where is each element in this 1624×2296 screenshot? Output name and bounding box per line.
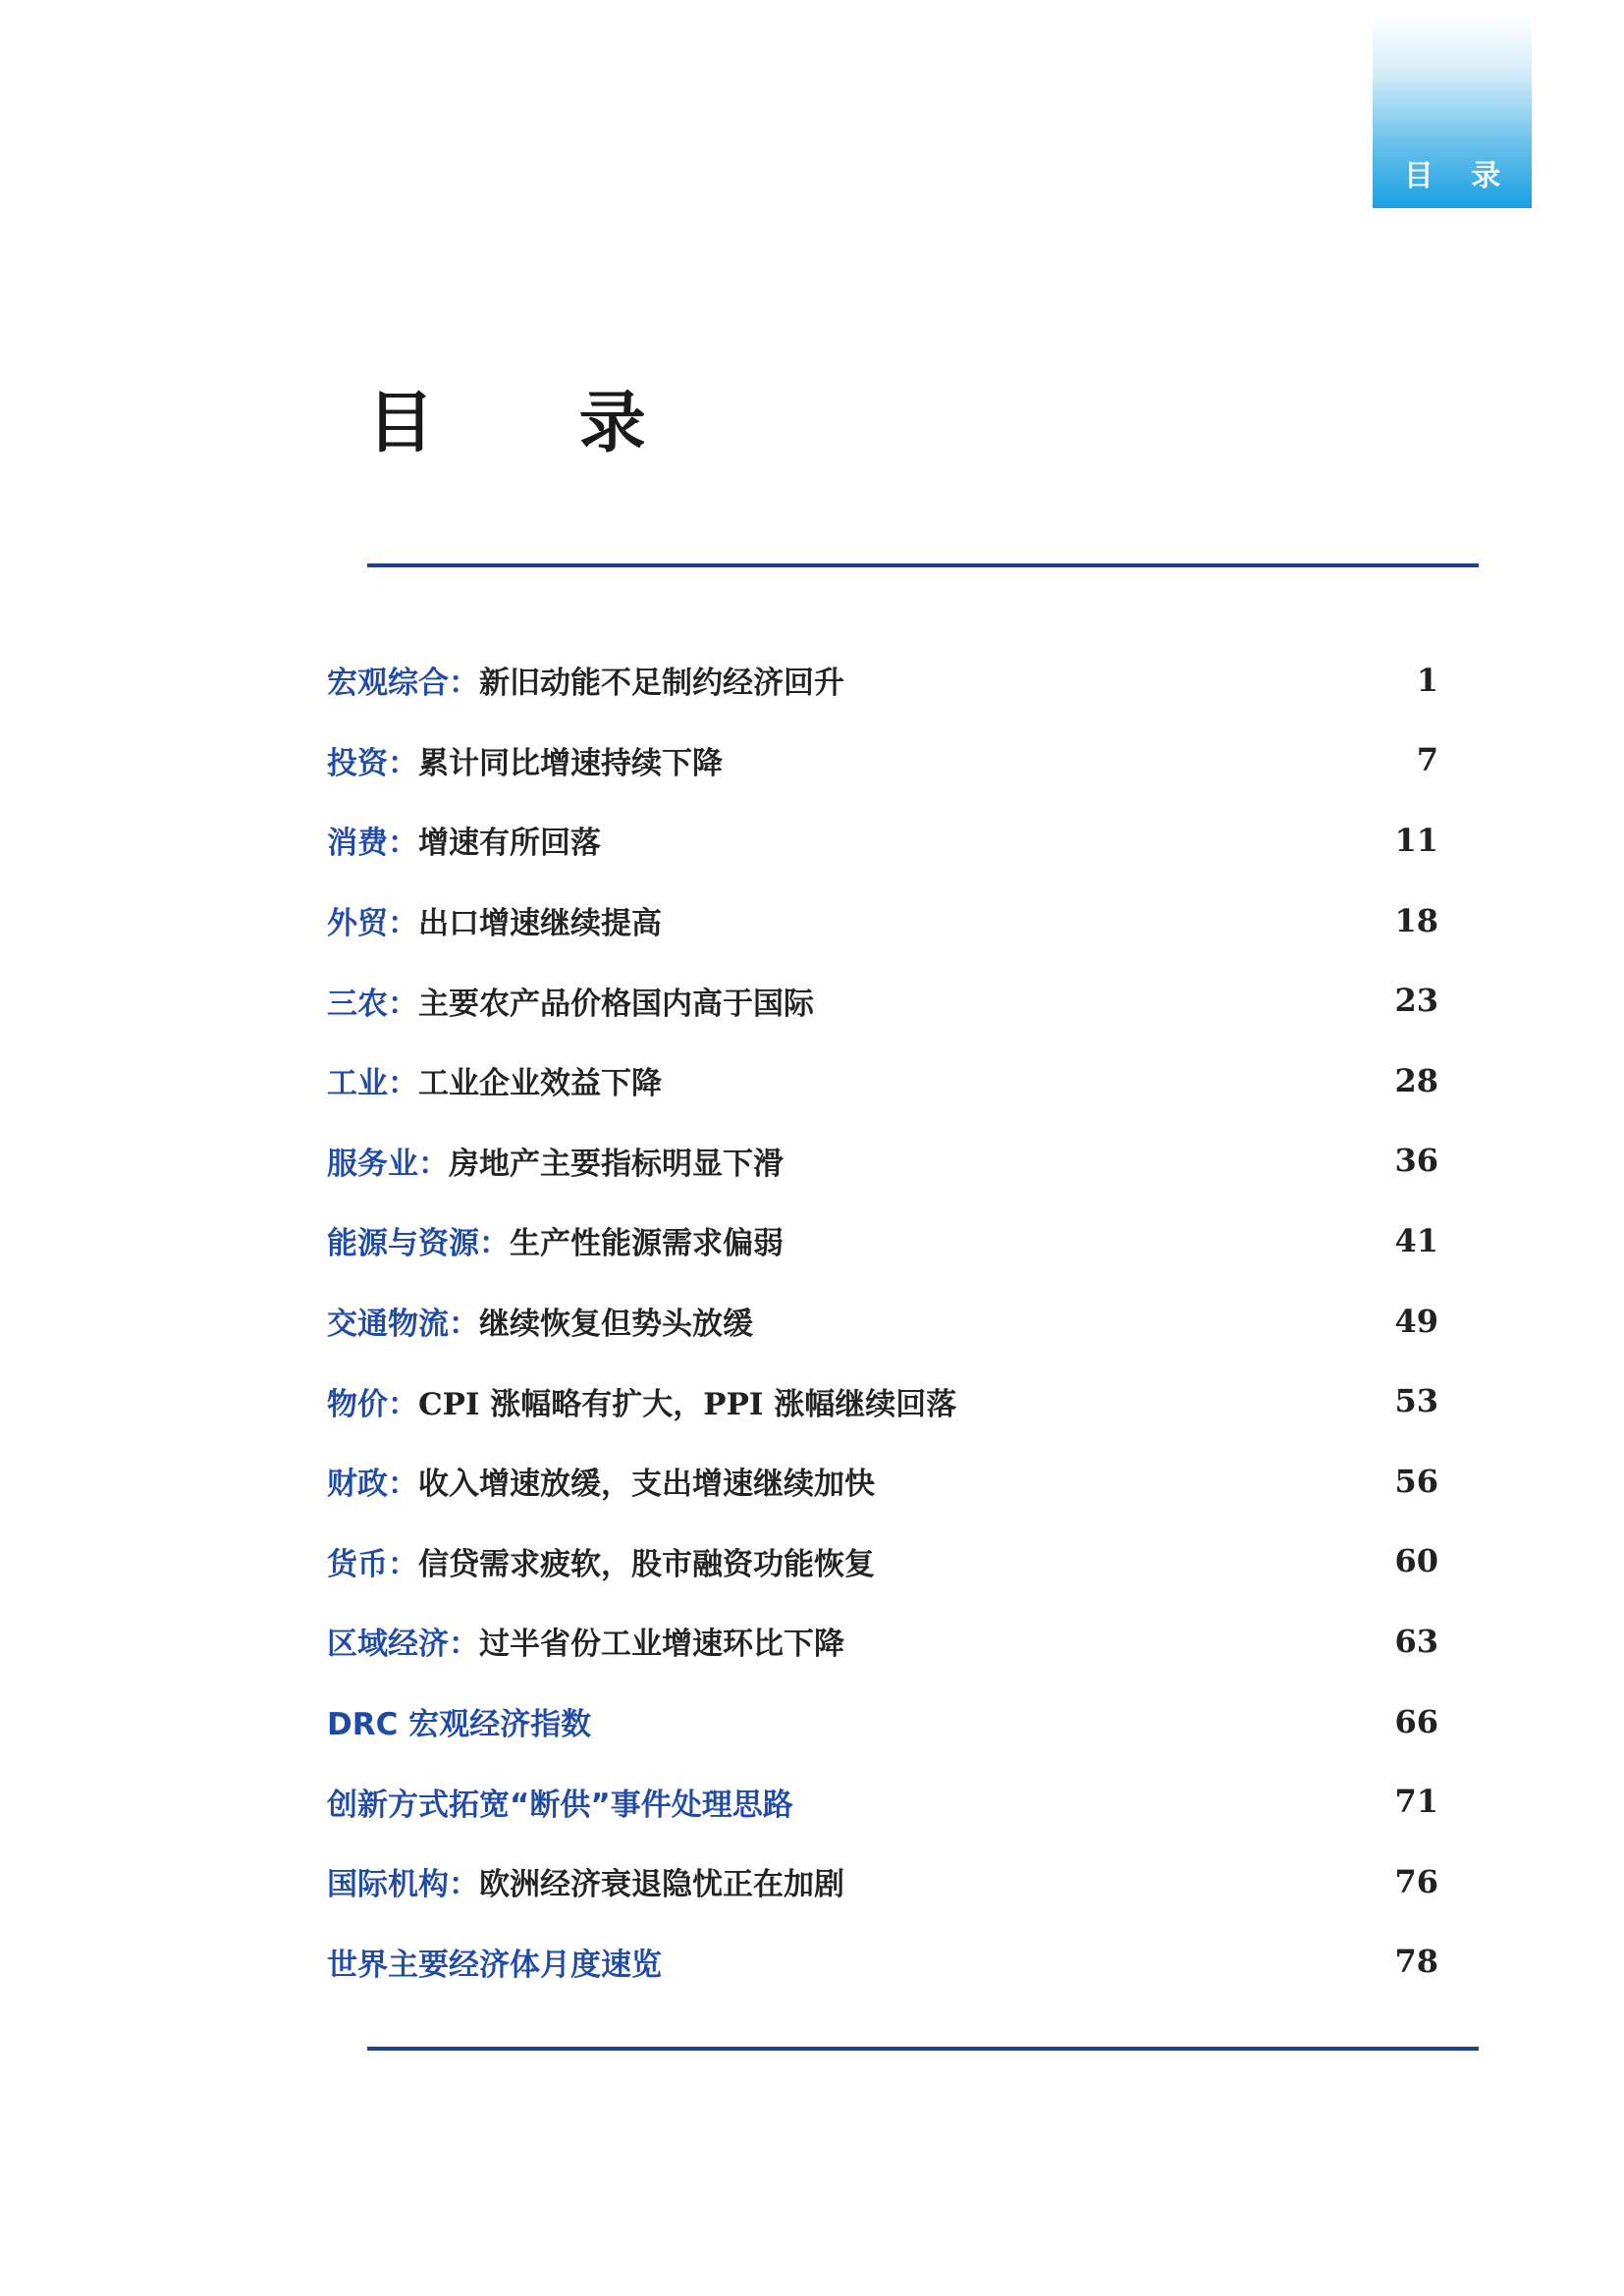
toc-entry-page: 18	[1394, 901, 1438, 939]
toc-entry-category: 世界主要经济体月度速览	[327, 1947, 662, 1983]
toc-entry-page: 28	[1394, 1061, 1438, 1099]
toc-entry-category: 宏观综合：	[327, 666, 479, 702]
toc-entry-title: 继续恢复但势头放缓	[479, 1307, 753, 1343]
toc-entry-title: 收入增速放缓，支出增速继续加快	[418, 1467, 875, 1503]
toc-entry-category: 消费：	[327, 826, 418, 862]
toc-entry-title: 主要农产品价格国内高于国际	[418, 986, 814, 1022]
section-tab-label: 目 录	[1403, 159, 1515, 193]
toc-entry-page: 49	[1394, 1302, 1438, 1340]
toc-entry[interactable]	[327, 1121, 1438, 1201]
toc-entry-page: 23	[1394, 982, 1438, 1020]
toc-entry-title: 累计同比增速持续下降	[418, 745, 723, 781]
toc-entry-page: 63	[1394, 1622, 1438, 1660]
toc-entry[interactable]	[327, 721, 1438, 801]
toc-entry[interactable]	[327, 881, 1438, 961]
toc-entry-page: 78	[1394, 1943, 1438, 1981]
toc-entry-page: 71	[1394, 1783, 1438, 1821]
toc-entry-title: 房地产主要指标明显下滑	[449, 1146, 784, 1182]
toc-entry-page: 56	[1394, 1462, 1438, 1500]
bottom-divider	[367, 2047, 1479, 2051]
toc-entry[interactable]	[327, 1682, 1438, 1762]
toc-entry-category: 外贸：	[327, 906, 418, 942]
toc-entry-title: CPI 涨幅略有扩大，PPI 涨幅继续回落	[418, 1386, 957, 1422]
toc-entry-page: 36	[1394, 1142, 1438, 1180]
toc-entry-category: 货币：	[327, 1546, 418, 1582]
toc-entry[interactable]	[327, 1522, 1438, 1602]
toc-entry[interactable]	[327, 960, 1438, 1041]
toc-entry-title: 过半省份工业增速环比下降	[479, 1627, 844, 1663]
toc-entry-category: 区域经济：	[327, 1627, 479, 1663]
toc-entry-category: 三农：	[327, 986, 418, 1022]
toc-entry-title: 生产性能源需求偏弱	[510, 1226, 784, 1262]
toc-entry-category: 能源与资源：	[327, 1226, 510, 1262]
toc-entry-title: 欧洲经济衰退隐忧正在加剧	[479, 1867, 844, 1903]
toc-entry-title: 出口增速继续提高	[418, 906, 662, 942]
toc-entry[interactable]	[327, 1201, 1438, 1281]
toc-entry-category: 创新方式拓宽“断供”事件处理思路	[327, 1787, 793, 1823]
section-tab	[1373, 12, 1532, 208]
toc-entry[interactable]	[327, 1601, 1438, 1682]
toc-entry[interactable]	[327, 1281, 1438, 1362]
toc-entry-page: 60	[1394, 1542, 1438, 1580]
toc-entry-page: 66	[1394, 1702, 1438, 1740]
toc-entry-title: 工业企业效益下降	[418, 1066, 662, 1102]
table-of-contents	[327, 640, 1438, 2002]
toc-entry[interactable]	[327, 640, 1438, 721]
toc-entry[interactable]	[327, 1842, 1438, 1922]
toc-entry[interactable]	[327, 1922, 1438, 2002]
toc-entry-page: 7	[1416, 741, 1438, 779]
toc-entry-page: 11	[1394, 821, 1438, 859]
toc-entry[interactable]	[327, 1441, 1438, 1522]
toc-entry-page: 1	[1416, 661, 1438, 699]
toc-entry-page: 76	[1394, 1862, 1438, 1900]
toc-entry-page: 41	[1394, 1221, 1438, 1259]
toc-entry[interactable]	[327, 800, 1438, 881]
toc-entry-title: 新旧动能不足制约经济回升	[479, 666, 844, 702]
toc-entry[interactable]	[327, 1041, 1438, 1121]
toc-entry-category: 工业：	[327, 1066, 418, 1102]
toc-entry-category: 交通物流：	[327, 1307, 479, 1343]
top-divider	[367, 563, 1479, 567]
toc-entry-category: DRC 宏观经济指数	[327, 1707, 592, 1743]
toc-entry-category: 服务业：	[327, 1146, 449, 1182]
toc-entry-title: 信贷需求疲软，股市融资功能恢复	[418, 1546, 875, 1582]
toc-entry-page: 53	[1394, 1382, 1438, 1420]
page-title: 目 录	[367, 385, 707, 462]
toc-entry-category: 物价：	[327, 1386, 418, 1422]
toc-entry-category: 投资：	[327, 745, 418, 781]
toc-entry-category: 国际机构：	[327, 1867, 479, 1903]
toc-entry[interactable]	[327, 1361, 1438, 1441]
toc-entry[interactable]	[327, 1761, 1438, 1842]
toc-entry-title: 增速有所回落	[418, 826, 601, 862]
toc-entry-category: 财政：	[327, 1467, 418, 1503]
